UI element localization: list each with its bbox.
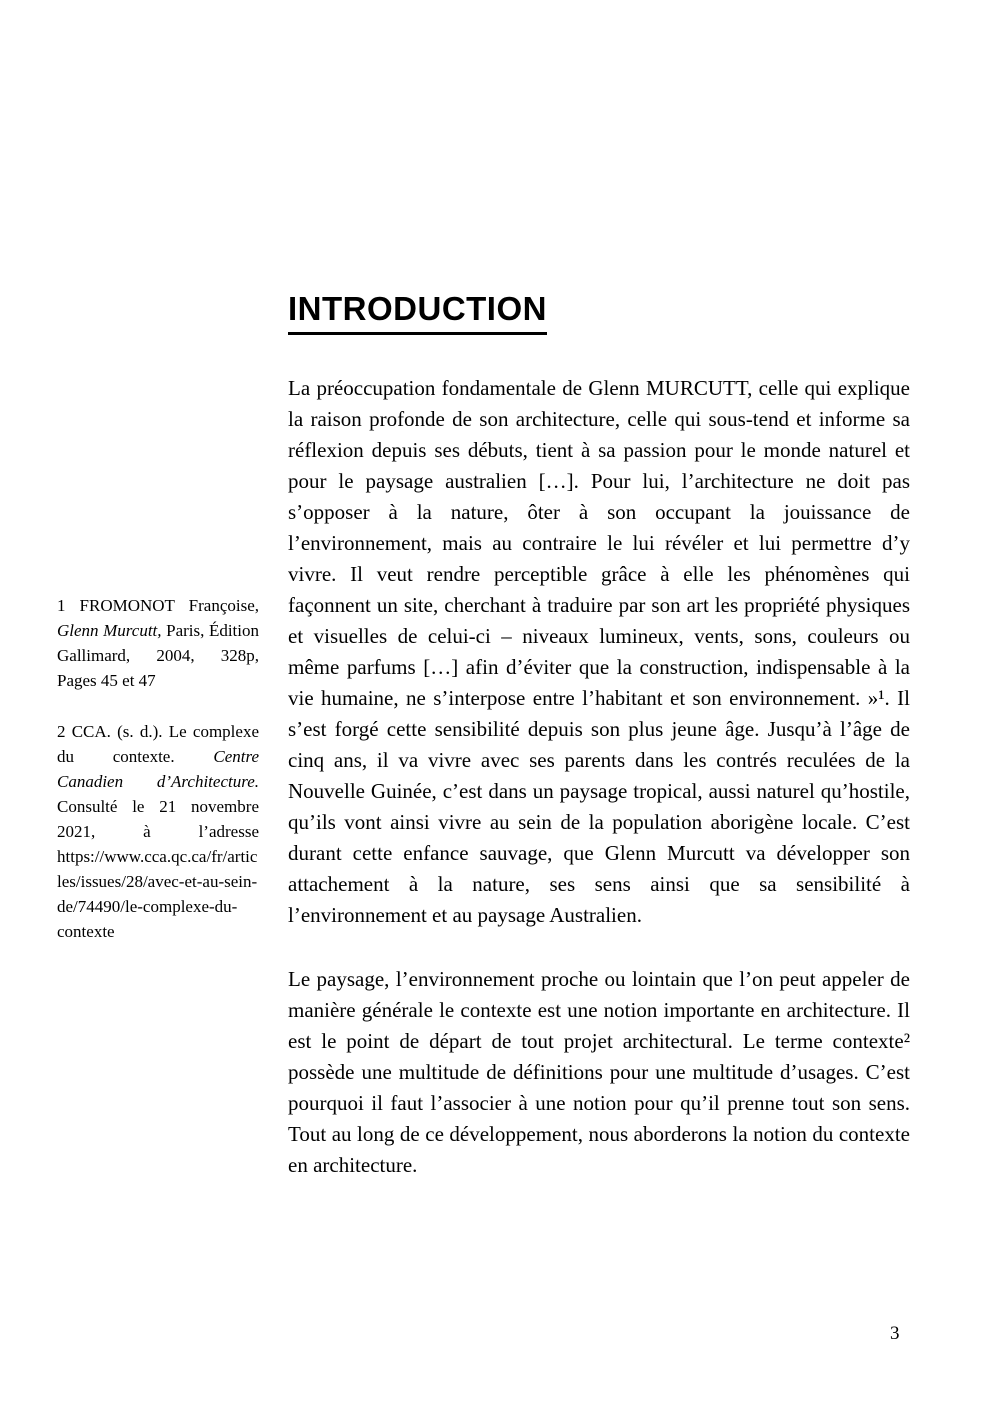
- paragraph-introduction-2: Le paysage, l’environnement proche ou lointain que l’on peut appeler de manière générale le contexte est une notion importante en architecture. Il est le point de départ de tout projet architectural. Le terme contexte² possède une multitude de définitions pour une multitude d’usages. C’est pourquoi il faut l’associer à une notion pour qu’il prenne tout son sens. Tout au long de ce développement, nous aborderons la notion du contexte en architecture.: [288, 967, 910, 1177]
- footnotes-column: [57, 593, 259, 970]
- page-number: 3: [890, 1323, 900, 1344]
- main-text-column: [288, 292, 910, 1214]
- footnote-1: 1 FROMONOT Françoise, Glenn Murcutt, Paris, Édition Gallimard, 2004, 328p, Pages 45 et 47: [57, 596, 260, 690]
- footnote-2: 2 CCA. (s. d.). Le complexe du contexte. Centre Canadien d’Architecture. Consulté le 21 novembre 2021, à l’adresse https://www.cca.qc.ca/fr/articles/issues/28/avec-et-au-sein-de/74490/le-complexe-du-contexte: [57, 722, 259, 941]
- page-title-text: INTRODUCTION: [288, 292, 547, 335]
- page-title: [288, 292, 910, 335]
- paragraph-introduction-1: La préoccupation fondamentale de Glenn MURCUTT, celle qui explique la raison profonde de son architecture, celle qui sous-tend et informe sa réflexion depuis ses débuts, tient à sa passion pour le monde naturel et pour le paysage australien […]. Pour lui, l’architecture ne doit pas s’opposer à la nature, ôter à son occupant la jouissance de l’environnement, mais au contraire le lui révéler et lui permettre d’y vivre. Il veut rendre perceptible grâce à elle les phénomènes qui façonnent un site, cherchant à traduire par son art les propriété physiques et visuelles de celui-ci – niveaux lumineux, vents, sons, couleurs ou même parfums […] afin d’éviter que la construction, indispensable à la vie humaine, ne s’interpose entre l’habitant et son environnement. »¹. Il s’est forgé cette sensibilité depuis son plus jeune âge. Jusqu’à l’âge de cinq ans, il va vivre avec ses parents dans les contrés reculées de la Nouvelle Guinée, c’est dans un paysage tropical, aussi naturel qu’hostile, qu’ils vont ainsi vivre au sein de la population aborigène locale. C’est durant cette enfance sauvage, que Glenn Murcutt va développer son attachement à la nature, ses sens ainsi que sa sensibilité à l’environnement et au paysage Australien.: [288, 376, 910, 927]
